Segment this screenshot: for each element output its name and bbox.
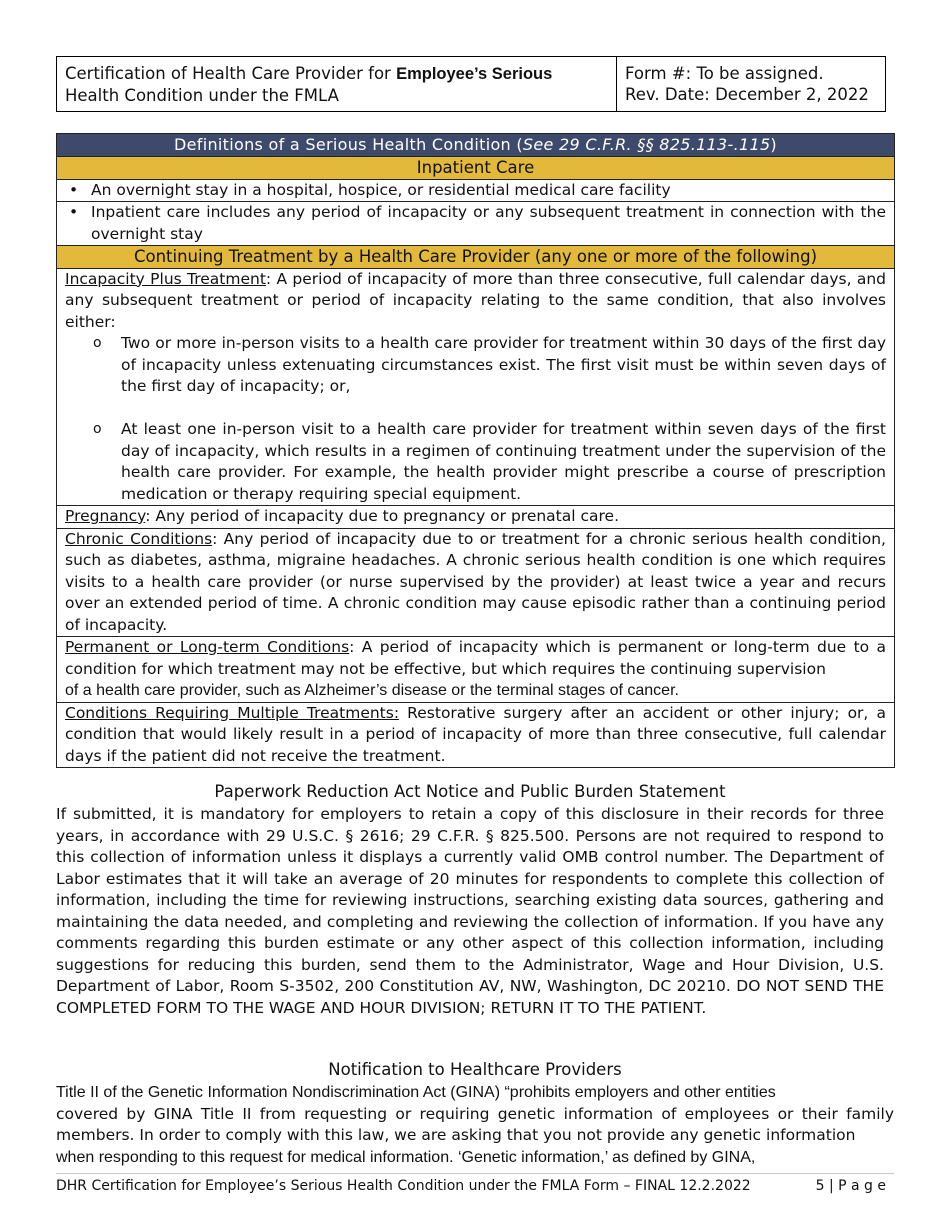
pregnancy-row: [57, 506, 895, 529]
definitions-title: Definitions of a Serious Health Condition (See 29 C.F.R. §§ 825.113-.115): [57, 134, 895, 157]
revision-date: Rev. Date: December 2, 2022: [625, 85, 869, 104]
paperwork-notice: [56, 780, 884, 1019]
form-header: [56, 56, 886, 112]
healthcare-notice-heading: Notification to Healthcare Providers: [328, 1060, 622, 1079]
inpatient-bullet-1: • An overnight stay in a hospital, hospice, or residential medical care facility: [57, 179, 895, 202]
pregnancy-definition: Pregnancy: Any period of incapacity due to pregnancy or prenatal care.: [57, 506, 895, 529]
incapacity-item: o Two or more in-person visits to a health care provider for treatment within 30 days of the first day of incapacity unless extenuating circumstances exist. The first visit must be within seven days of the first day of incapacity; or,: [93, 334, 886, 395]
incapacity-row: [57, 268, 895, 506]
healthcare-notice-line-last: when responding to this request for medical information. ‘Genetic information,’ as defined by GINA,: [56, 1148, 756, 1166]
inpatient-heading-row: [57, 157, 895, 180]
form-title-part2: Health Condition under the FMLA: [65, 86, 339, 105]
inpatient-bullet-2: • Inpatient care includes any period of incapacity or any subsequent treatment in connection with the overnight stay: [57, 202, 895, 246]
healthcare-notice-line1: Title II of the Genetic Information Nondiscrimination Act (GINA) “prohibits employers and other entities: [56, 1084, 776, 1101]
form-meta: [617, 57, 885, 111]
permanent-row: [57, 637, 895, 703]
multiple-row: [57, 702, 895, 768]
footer-document-title: DHR Certification for Employee’s Serious Health Condition under the FMLA Form – FINAL 12.2.2022: [56, 1178, 751, 1194]
definitions-title-row: [57, 134, 895, 157]
multiple-term: Conditions Requiring Multiple Treatments:: [65, 703, 400, 722]
pregnancy-term: Pregnancy: [65, 507, 146, 525]
chronic-row: [57, 528, 895, 637]
chronic-definition: Chronic Conditions: Any period of incapacity due to or treatment for a chronic serious health condition, such as diabetes, asthma, migraine headaches. A chronic serious health condition is one which requires visits to a health care provider (or nurse supervised by the provider) at least twice a year and recurs over an extended period of time. A chronic condition may cause episodic rather than a continuing period of incapacity.: [57, 528, 895, 637]
form-title-part1: Certification of Health Care Provider for: [65, 64, 397, 83]
incapacity-plus-treatment: Incapacity Plus Treatment: A period of incapacity of more than three consecutive, full calendar days, and any subsequent treatment or period of incapacity relating to the same condition, that also involves either: o Two or more in-person visits to a health care provider for treatment within 30 days of the first day of incapacity unless extenuating circumstances exist. The first visit must be within seven days of the first day of incapacity; or, o At least one in-person visit to a health care provider for treatment within seven days of the first day of incapacity, which results in a regimen of continuing treatment under the supervision of the health care provider. For example, the health provider might prescribe a course of prescription medication or therapy requiring special equipment.: [57, 268, 895, 506]
inpatient-bullet-row: [57, 202, 895, 246]
inpatient-bullet-row: [57, 179, 895, 202]
bullet-icon: •: [69, 203, 79, 221]
permanent-definition: Permanent or Long-term Conditions: A period of incapacity which is permanent or long-term due to a condition for which treatment may not be effective, but which requires the continuing supervision of a health care provider, such as Alzheimer’s disease or the terminal stages of cancer.: [57, 637, 895, 703]
cfr-citation: See 29 C.F.R. §§ 825.113-.115: [522, 135, 771, 154]
circle-bullet-icon: o: [93, 421, 102, 437]
form-title-bold: Employee’s Serious: [396, 65, 553, 83]
definitions-table: [56, 133, 895, 768]
paperwork-notice-heading: Paperwork Reduction Act Notice and Public Burden Statement: [214, 782, 726, 801]
continuing-heading: Continuing Treatment by a Health Care Provider (any one or more of the following): [57, 246, 895, 269]
inpatient-heading: Inpatient Care: [57, 157, 895, 180]
healthcare-notice-body: covered by GINA Title II from requesting or requiring genetic information of employees or their family members. In order to comply with this law, we are asking that you not provide any genetic information: [56, 1104, 894, 1144]
incapacity-item: o At least one in-person visit to a health care provider for treatment within seven days of the first day of incapacity, which results in a regimen of continuing treatment under the supervision of the health care provider. For example, the health provider might prescribe a course of prescription medication or therapy requiring special equipment.: [93, 420, 886, 503]
incapacity-term: Incapacity Plus Treatment: [65, 269, 266, 288]
continuing-heading-row: [57, 246, 895, 269]
bullet-icon: •: [69, 180, 79, 199]
page-number: 5 | P a g e: [815, 1178, 886, 1194]
incapacity-items: [65, 333, 886, 505]
circle-bullet-icon: o: [93, 335, 102, 351]
chronic-term: Chronic Conditions: [65, 529, 213, 548]
footer-divider: [56, 1173, 894, 1174]
form-number: Form #: To be assigned.: [625, 64, 824, 83]
page-footer: [56, 1177, 886, 1195]
form-title: [57, 57, 617, 111]
paperwork-notice-body: If submitted, it is mandatory for employers to retain a copy of this disclosure in their records for three years, in accordance with 29 U.S.C. § 2616; 29 C.F.R. § 825.500. Persons are not required to respond to this collection of information unless it displays a currently valid OMB control number. The Department of Labor estimates that it will take an average of 20 minutes for respondents to complete this collection of information, including the time for reviewing instructions, searching existing data sources, gathering and maintaining the data needed, and completing and reviewing the collection of information. If you have any comments regarding this burden estimate or any other aspect of this collection information, including suggestions for reducing this burden, send them to the Administrator, Wage and Hour Division, U.S. Department of Labor, Room S-3502, 200 Constitution AV, NW, Washington, DC 20210. DO NOT SEND THE COMPLETED FORM TO THE WAGE AND HOUR DIVISION; RETURN IT TO THE PATIENT.: [56, 805, 884, 1017]
permanent-term: Permanent or Long-term Conditions: [65, 638, 350, 656]
multiple-treatments-definition: Conditions Requiring Multiple Treatments: Restorative surgery after an accident or other injury; or, a condition that would likely result in a period of incapacity of more than three consecutive, full calendar days if the patient did not receive the treatment.: [57, 702, 895, 768]
healthcare-notice: [56, 1058, 894, 1168]
